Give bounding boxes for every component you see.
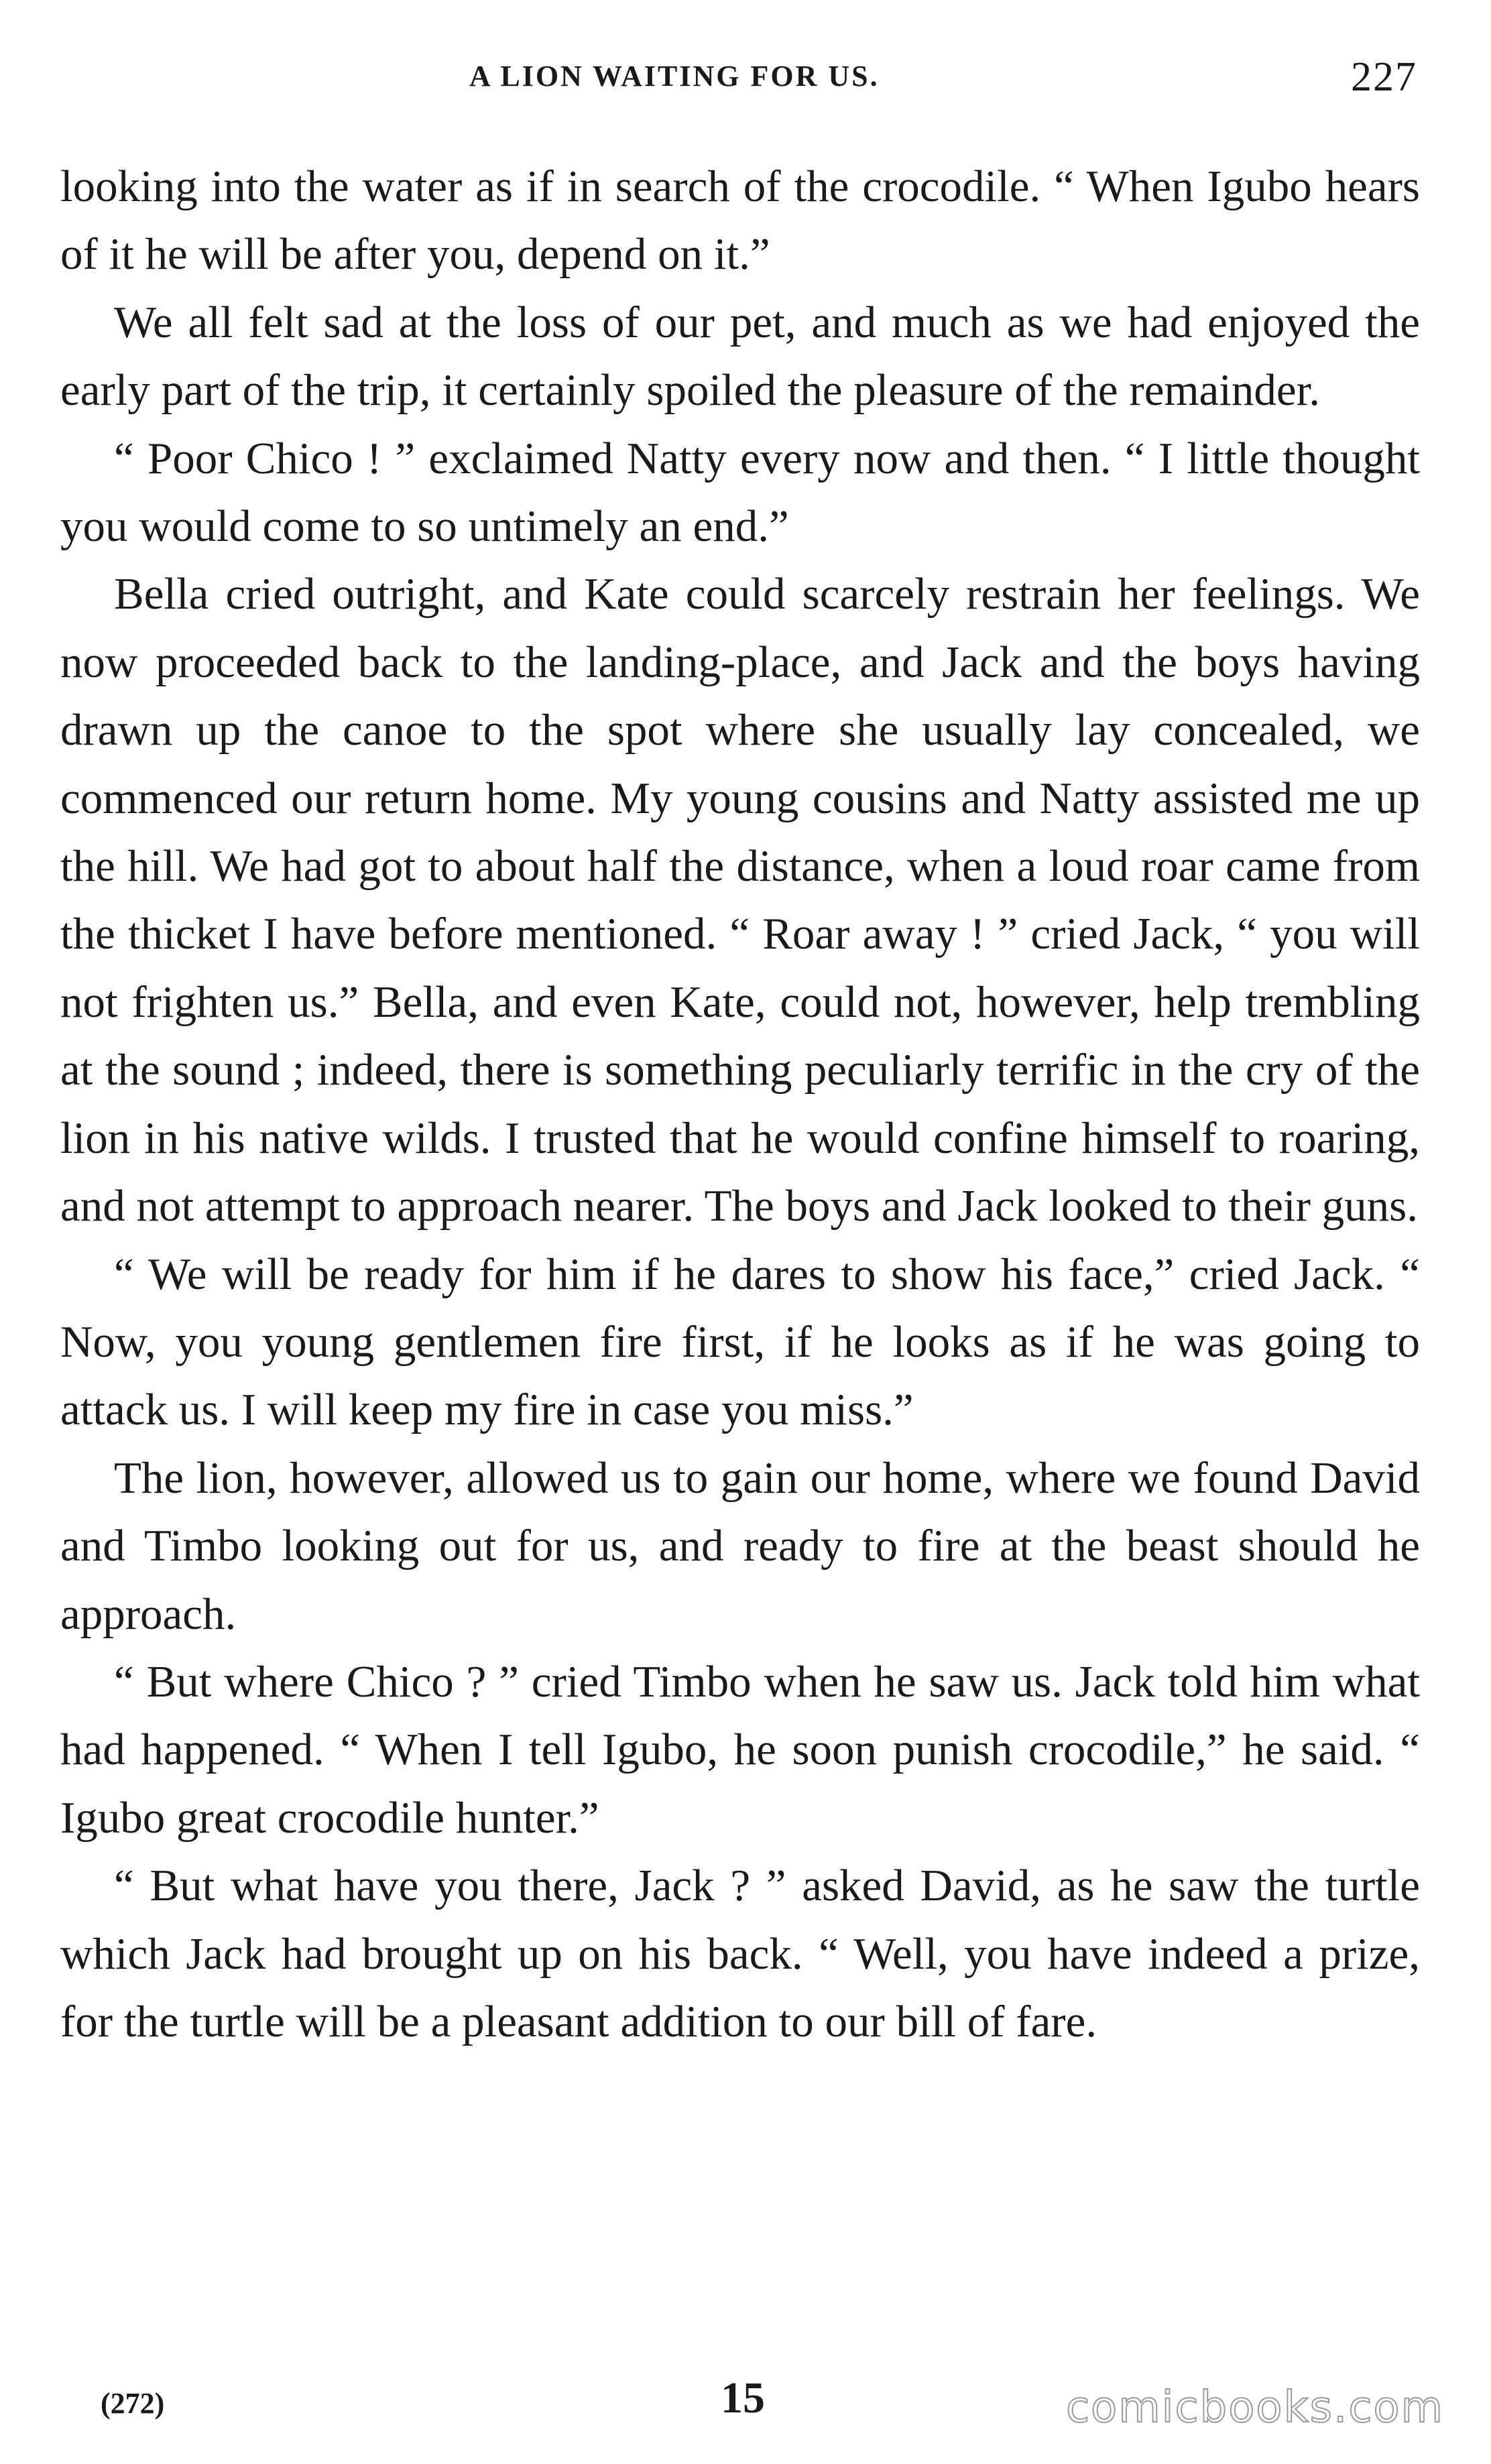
watermark-text: comicbooks.com <box>1065 2383 1444 2432</box>
paragraph: Bella cried outright, and Kate could scarcely restrain her feelings. We now proceeded back to the landing-place, and Jack and the boys having drawn up the canoe to the spot where she usually lay concealed, we commenced our return home. My young cousins and Natty assisted me up the hill. We had got to about half the distance, when a loud roar came from the thicket I have before mentioned. “ Roar away ! ” cried Jack, “ you will not frighten us.” Bella, and even Kate, could not, however, help trembling at the sound ; indeed, there is something peculiarly terrific in the cry of the lion in his native wilds. I trusted that he would confine himself to roaring, and not attempt to approach nearer. The boys and Jack looked to their guns. <box>60 569 1420 1231</box>
signature-mark: 15 <box>721 2374 765 2422</box>
paragraph: The lion, however, allowed us to gain our home, where we found David and Timbo looking out for us, and ready to fire at the beast should he approach. <box>60 1453 1420 1639</box>
paragraph: “ Poor Chico ! ” exclaimed Natty every now and then. “ I little thought you would come to so untimely an end.” <box>60 433 1420 552</box>
page-number: 227 <box>1351 54 1417 100</box>
running-head-title: A LION WAITING FOR US. <box>469 60 880 93</box>
body-text <box>60 153 1420 2056</box>
paragraph: “ We will be ready for him if he dares to show his face,” cried Jack. “ Now, you young gentlemen fire first, if he looks as if he was going to attack us. I will keep my fire in case you miss.” <box>60 1249 1420 1435</box>
paragraph: “ But where Chico ? ” cried Timbo when he saw us. Jack told him what had happened. “ When I tell Igubo, he soon punish crocodile,” he said. “ Igubo great crocodile hunter.” <box>60 1656 1420 1843</box>
paragraph: “ But what have you there, Jack ? ” asked David, as he saw the turtle which Jack had brought up on his back. “ Well, you have indeed a prize, for the turtle will be a pleasant addition to our bill of fare. <box>60 1861 1420 2046</box>
paragraph: looking into the water as if in search of the crocodile. “ When Igubo hears of it he will be after you, depend on it.” <box>60 162 1420 280</box>
paragraph: We all felt sad at the loss of our pet, and much as we had enjoyed the early part of the trip, it certainly spoiled the pleasure of the remainder. <box>60 297 1420 416</box>
printer-code: (272) <box>101 2387 165 2420</box>
